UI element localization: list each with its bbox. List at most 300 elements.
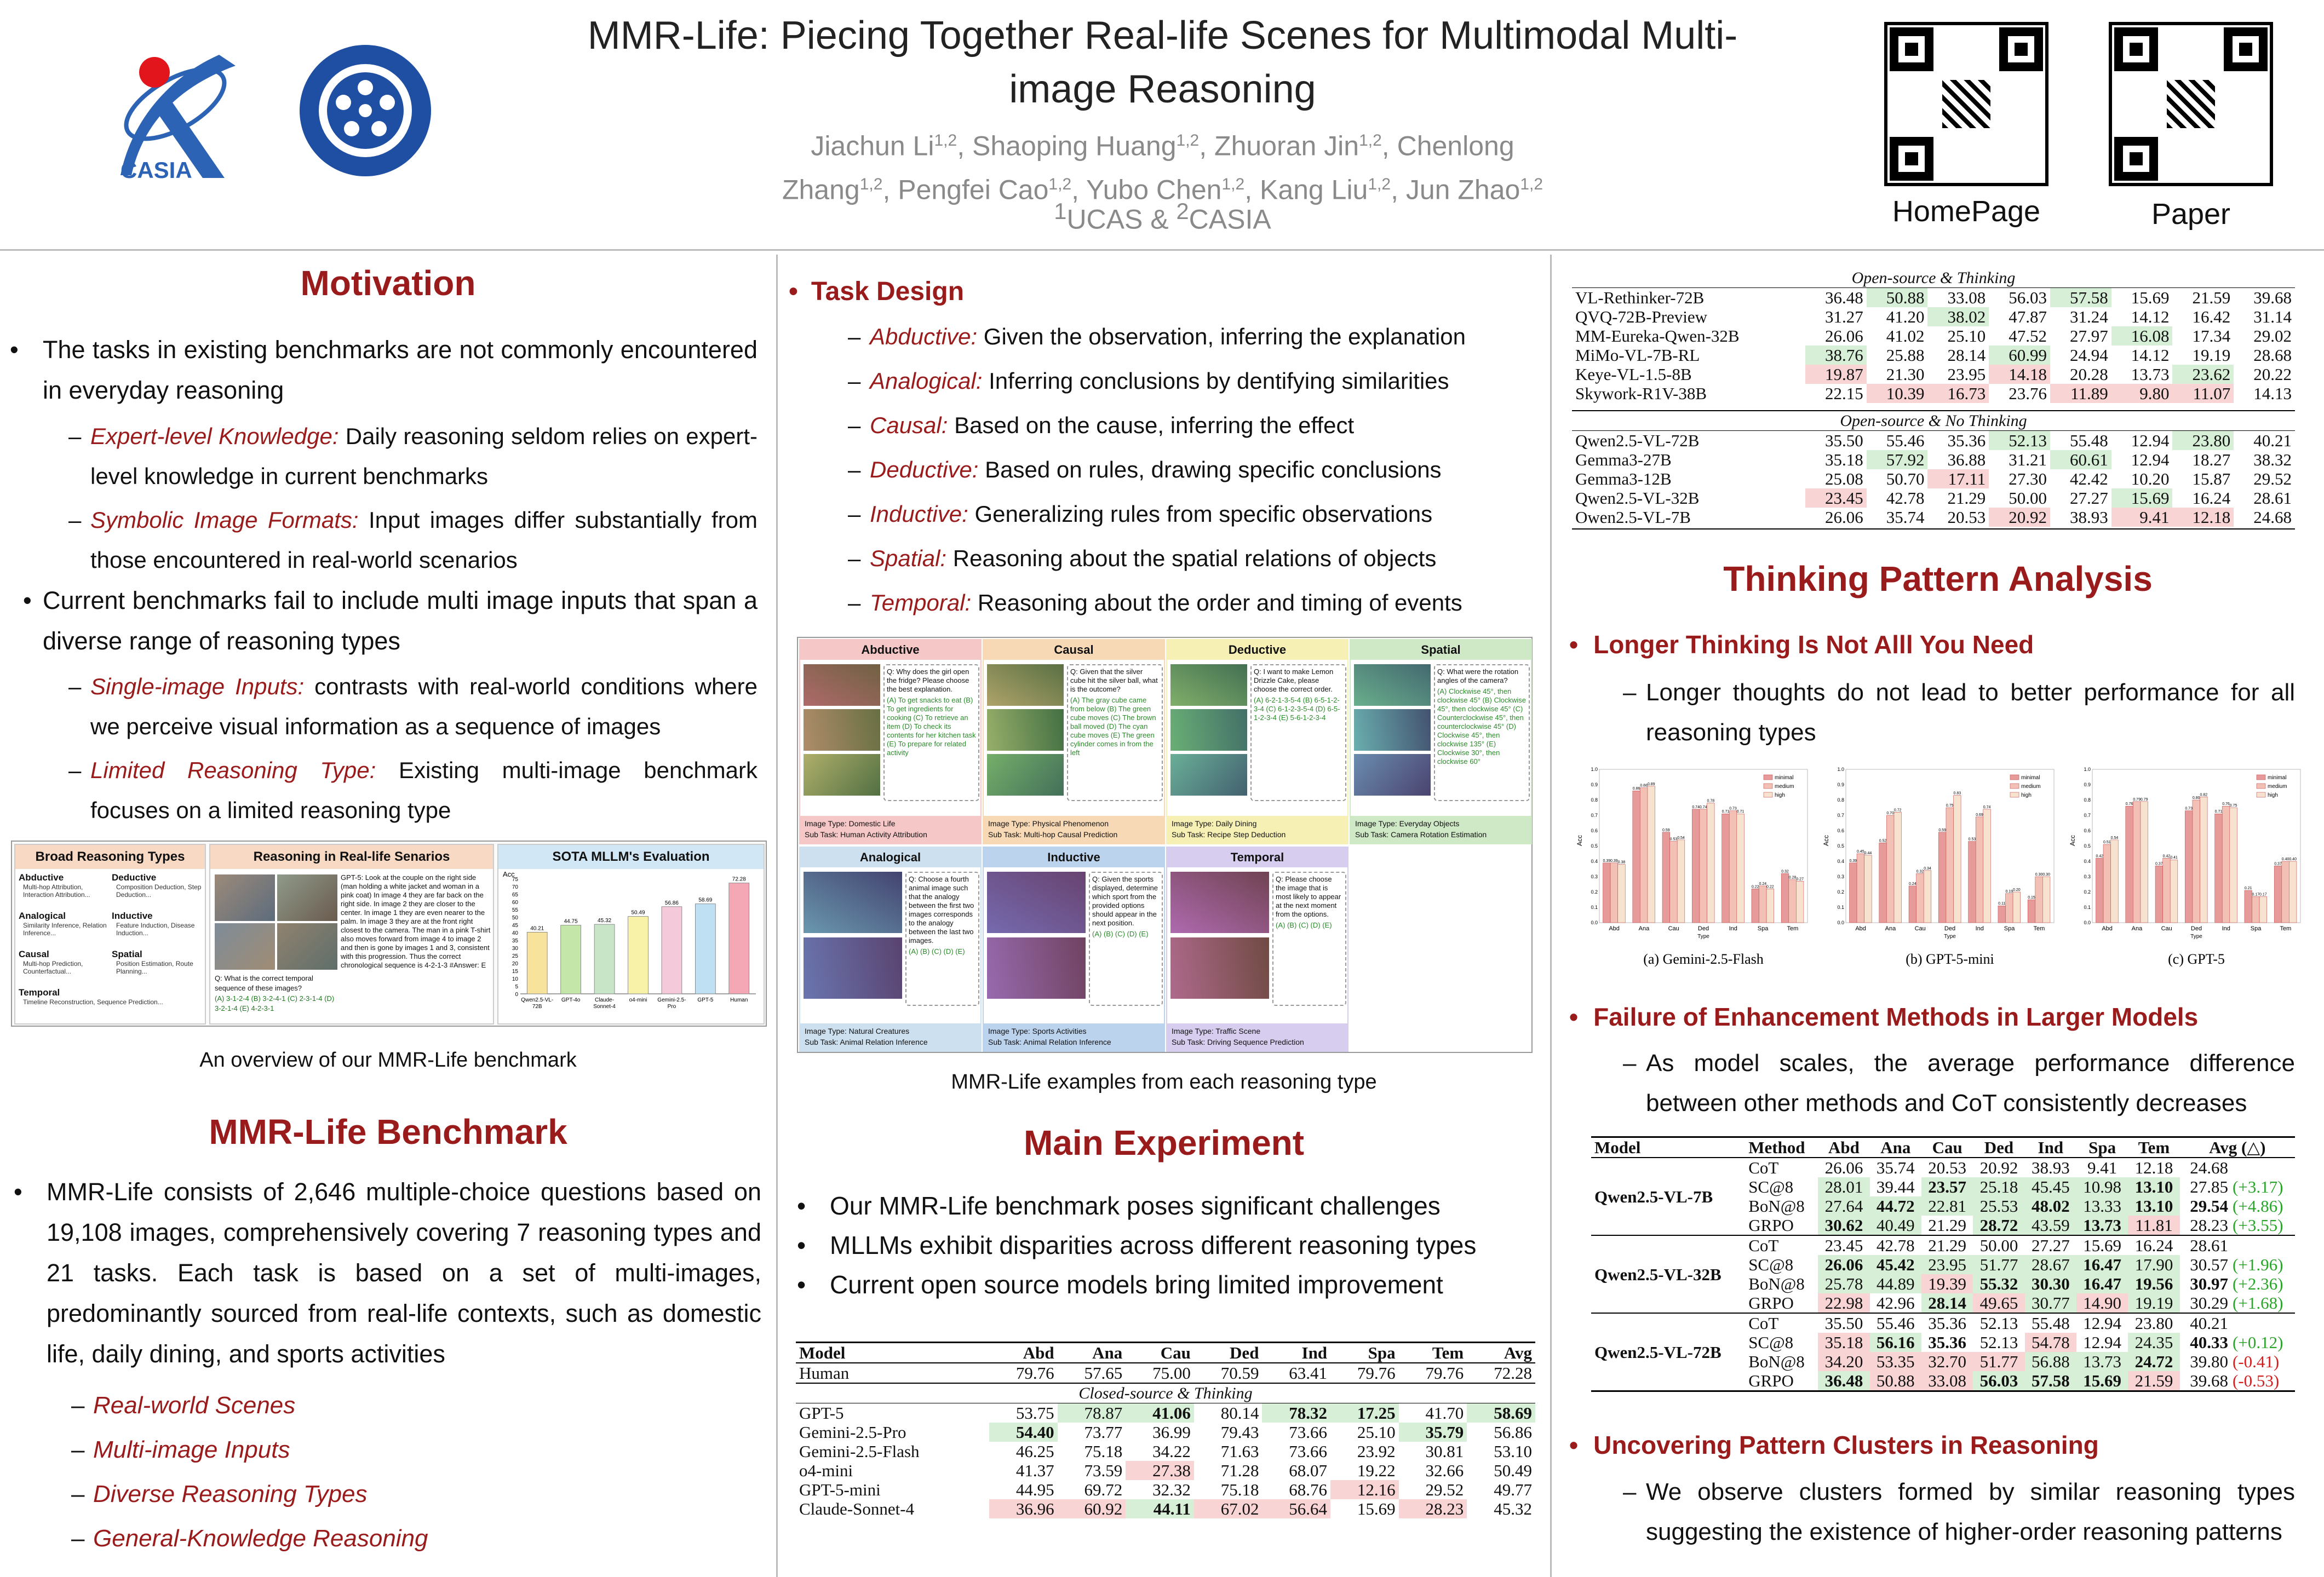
table-cell: 15.69 [2131, 288, 2170, 307]
legend-label: high [2268, 792, 2278, 798]
table-cell: 24.68 [2190, 1158, 2229, 1177]
table-row [796, 1499, 1535, 1518]
table-cell: 10.39 [1867, 384, 1928, 403]
table-cell: 58.69 [1467, 1403, 1535, 1423]
table-cell: 56.03 [1973, 1371, 2024, 1391]
table-cell: 13.73 [2076, 1352, 2128, 1371]
finding-2-text: – As model scales, the average performance difference between other methods and CoT consistently decreases [1623, 1050, 2295, 1116]
example-panel-title: Spatial [1351, 640, 1531, 660]
legend-swatch [2257, 784, 2265, 788]
main-experiment-bullet: • MLLMs exhibit disparities across different reasoning types [797, 1231, 1477, 1259]
enh-model-cell: Qwen2.5-VL-72B [1591, 1313, 1745, 1391]
chart-bar-label: 0.22 [1751, 885, 1759, 889]
task-type-abductive: – Abductive: Given the observation, inferring the explanation [848, 324, 1466, 349]
chart-bar [1640, 788, 1648, 923]
chart-bar-label: 0.74 [1983, 805, 1991, 809]
table-cell: 32.70 [1921, 1352, 1973, 1371]
example-question: Q: I want to make Lemon Drizzle Cake, please choose the correct order. [1254, 667, 1334, 693]
chart-y-tick: 0.3 [1837, 874, 1844, 879]
overview-question: Q: What is the correct temporal sequence of these images? [215, 974, 313, 992]
table-cell: 56.86 [1494, 1423, 1532, 1442]
table-cell: 72.28 [1494, 1363, 1532, 1383]
task-type-inductive: – Inductive: Generalizing rules from specific observations [848, 501, 1433, 527]
table-cell: GRPO [1748, 1293, 1794, 1313]
table-cell: 15.69 [1357, 1499, 1396, 1518]
table-cell: 54.40 [989, 1423, 1058, 1442]
sota-bar-chart [498, 869, 764, 1023]
sota-bar [561, 925, 581, 994]
reasoning-type-desc: Timeline Reconstruction, Sequence Prediction... [23, 998, 163, 1006]
table-cell: 15.69 [2111, 488, 2173, 508]
table-cell: 27.64 [1818, 1196, 1869, 1216]
chart-y-tick: 0.2 [2084, 889, 2091, 895]
table-header-cell: Ind [2025, 1137, 2076, 1158]
chart-bar-label: 0.40 [2289, 857, 2297, 861]
table-cell: (-0.41) [2233, 1352, 2280, 1371]
reasoning-type-name: Spatial [112, 949, 142, 959]
chart-y-tick: 0.9 [1591, 782, 1598, 787]
table-cell: 75.18 [1084, 1442, 1123, 1461]
motivation-sub-1: – Expert-level Knowledge: Daily reasoning seldom relies on expert-level knowledge in current benchmarks [68, 423, 758, 489]
motivation-bullet-1: • The tasks in existing benchmarks are not commonly encountered in everyday reasoning [10, 336, 758, 404]
chart-bar-label: 0.74 [1699, 805, 1707, 809]
table-cell: 30.97 [2190, 1274, 2229, 1293]
table-cell: 38.32 [2253, 450, 2292, 469]
sota-bar-label: 58.69 [698, 897, 713, 903]
chart-bar-label: 0.73 [1729, 807, 1737, 811]
reasoning-type-desc: Feature Induction, Disease Induction... [116, 922, 195, 937]
reasoning-type-desc: Multi-hop Prediction, Counterfactual... [23, 960, 83, 975]
table-cell: 28.23 [2190, 1216, 2229, 1235]
table-cell: (+2.36) [2233, 1274, 2283, 1293]
reasoning-type-temporal [19, 987, 199, 1023]
chart-bar-label: 0.15 [2028, 896, 2035, 900]
table-cell: 20.92 [1979, 1158, 2018, 1177]
sota-bar [729, 883, 749, 994]
table-header-cell: Ind [1262, 1343, 1330, 1363]
reasoning-type-name: Deductive [112, 872, 157, 883]
sota-bar [662, 907, 682, 994]
reasoning-type-name: Inductive [112, 911, 153, 921]
main-experiment-bullet: • Our MMR-Life benchmark poses significant challenges [797, 1192, 1441, 1220]
chart-y-label: Acc [2069, 834, 2076, 846]
table-cell: 45.42 [1870, 1255, 1921, 1274]
table-cell: 55.46 [1870, 1313, 1921, 1333]
sota-bar-label: 44.75 [564, 918, 578, 925]
chart-bar-label: 0.54 [2110, 836, 2119, 840]
example-image [804, 937, 902, 999]
chart-bar [1946, 808, 1954, 923]
chart-bar [2126, 806, 2133, 923]
table-cell: 28.61 [2253, 488, 2292, 508]
sota-bar [628, 917, 649, 994]
chart-bar [1662, 832, 1670, 923]
table-row [796, 1461, 1535, 1480]
chart-bar [2282, 861, 2289, 923]
chart-y-tick: 0.4 [1837, 859, 1844, 864]
table-cell: 55.32 [1973, 1274, 2024, 1293]
reasoning-type-deductive [112, 872, 202, 908]
legend-label: high [1775, 792, 1785, 798]
scene-image-1 [215, 874, 275, 921]
chart-y-tick: 0.6 [1591, 828, 1598, 833]
table-header-cell: Avg [1467, 1343, 1535, 1363]
chart-bar [2096, 858, 2104, 923]
table-cell: 35.18 [1824, 450, 1863, 469]
chart-y-tick: 0.1 [1591, 905, 1598, 910]
chart-bar [1916, 873, 1924, 923]
reasoning-type-desc: Similarity Inference, Relation Inference... [23, 922, 107, 937]
table-cell: 42.42 [2069, 469, 2108, 488]
example-sub-task: Sub Task: Animal Relation Inference [988, 1038, 1111, 1046]
chart-x-tick: Tem [2280, 925, 2292, 932]
table-header-cell: Ded [1973, 1137, 2024, 1158]
table-cell: CoT [1745, 1235, 1818, 1255]
chart-bar-label: 0.70 [1886, 811, 1894, 815]
table-cell: 25.08 [1824, 469, 1863, 488]
table-cell: 45.32 [1494, 1499, 1532, 1518]
sota-x-tick: Human [730, 997, 748, 1003]
chart-bar-label: 0.32 [1781, 870, 1789, 874]
benchmark-description: • MMR-Life consists of 2,646 multiple-choice questions based on 19,108 images, comprehensively covering 7 reasoning types and 21 tasks. Each task is based on a set of multi-images, predominantly sourced from real-life contexts, such as domestic life, daily dining, and sports activities [14, 1178, 761, 1368]
table-row [1572, 326, 2295, 346]
table-cell: 57.58 [2050, 288, 2111, 308]
table-cell: 69.72 [1084, 1480, 1123, 1499]
enh-model-cell: Qwen2.5-VL-32B [1591, 1235, 1745, 1313]
table-header-cell: Ana [1870, 1137, 1921, 1158]
example-options: (A) (B) (C) (D) (E) [1092, 930, 1149, 938]
table-cell: 46.25 [1015, 1442, 1054, 1461]
table-cell: Claude-Sonnet-4 [799, 1499, 915, 1518]
example-image [987, 872, 1086, 933]
examples-figure [797, 637, 1533, 1053]
sota-bar-label: 50.49 [631, 910, 645, 916]
sota-eval-panel [497, 844, 765, 1025]
chart-bar-label: 0.79 [2133, 797, 2141, 802]
homepage-label: HomePage [1892, 195, 2041, 228]
chart-bar-label: 0.83 [1953, 791, 1961, 796]
table-cell: 60.92 [1058, 1499, 1126, 1518]
table-cell: (+1.68) [2233, 1293, 2283, 1313]
paper-qr-code[interactable] [2109, 22, 2273, 186]
table-cell: 79.76 [1425, 1363, 1464, 1383]
chart-bar [1976, 817, 1983, 923]
table-cell: 52.13 [1979, 1333, 2018, 1352]
table-cell: 24.94 [2069, 346, 2108, 365]
chart-bar-label: 0.37 [2155, 862, 2163, 866]
example-panel-title: Deductive [1167, 640, 1347, 660]
example-image-type: Image Type: Physical Phenomenon [988, 819, 1109, 828]
sota-y-tick: 40 [512, 930, 518, 936]
chart-bar [1864, 855, 1872, 923]
chart-bar-label: 0.52 [1879, 839, 1887, 843]
table-cell: 50.70 [1886, 469, 1925, 488]
table-cell: 49.77 [1494, 1480, 1532, 1499]
table-cell: 36.48 [1818, 1371, 1869, 1391]
table-cell: 28.01 [1818, 1177, 1869, 1196]
example-question-box [1089, 872, 1163, 1006]
table-cell: 40.33 [2190, 1333, 2229, 1352]
table-header-cell: Model [1591, 1137, 1745, 1158]
finding-1-heading: • Longer Thinking Is Not Alll You Need [1569, 630, 2034, 659]
table-cell: 40.49 [1870, 1216, 1921, 1235]
table-cell: 20.53 [1947, 508, 1986, 527]
chart-bar-label: 0.82 [2200, 793, 2208, 797]
table-cell: 19.39 [1921, 1274, 1973, 1293]
table-cell: 31.24 [2069, 307, 2108, 326]
sota-x-tick: Claude-Sonnet-4 [593, 997, 616, 1010]
table-cell: 42.96 [1876, 1293, 1915, 1313]
table-cell: 57.58 [2025, 1371, 2076, 1391]
sota-bar-label: 56.86 [664, 900, 679, 906]
table-cell: 31.14 [2253, 307, 2292, 326]
table-cell: 53.35 [1870, 1352, 1921, 1371]
table-cell: 23.57 [1921, 1177, 1973, 1196]
main-experiment-title: Main Experiment [1023, 1123, 1305, 1162]
chart-bar [2274, 866, 2282, 923]
table-cell: 15.69 [2076, 1371, 2128, 1391]
table-cell: 56.16 [1870, 1333, 1921, 1352]
table-cell: 40.21 [2180, 1313, 2231, 1333]
example-options: (A) Clockwise 45°, then clockwise 45° (B) Clockwise 45°, then clockwise 45° (C) Counterclockwise 45°, then counterclockwise 45° (D) Clockwise 45°, then clockwise 135° (E) Clockwise 30°, then clockwise 60° [1437, 687, 1526, 766]
chart-bar [1633, 791, 1640, 923]
example-image [804, 754, 880, 796]
chart-y-tick: 0.6 [1837, 828, 1844, 833]
chart-x-tick: Spa [2250, 925, 2262, 932]
table-cell: 12.94 [2131, 431, 2170, 450]
table-cell: Owen2.5-VL-7B [1575, 508, 1691, 527]
chart-bar [2103, 844, 2111, 923]
example-image [1354, 664, 1431, 706]
table-cell: 24.72 [2128, 1352, 2179, 1371]
table-cell: 14.18 [1989, 365, 2050, 384]
sota-y-tick: 15 [512, 969, 518, 975]
table-cell: 53.75 [1015, 1403, 1054, 1423]
table-cell: Human [799, 1363, 850, 1383]
example-footer [1351, 816, 1531, 843]
sota-y-tick: 70 [512, 884, 518, 890]
chart-bar [1759, 886, 1767, 923]
table-cell: 35.74 [1886, 508, 1925, 527]
sota-bar-label: 45.32 [598, 918, 612, 924]
thinking-analysis-title: Thinking Pattern Analysis [1723, 559, 2153, 598]
table-cell: 24.35 [2128, 1333, 2179, 1352]
sota-x-tick: o4-mini [629, 997, 647, 1003]
paper-label: Paper [2151, 198, 2231, 231]
chart-y-label: Acc [1576, 834, 1583, 846]
table-cell: 35.36 [1928, 1333, 1967, 1352]
author-list [728, 122, 1597, 209]
chart-bar-label: 0.78 [1707, 799, 1715, 803]
table-cell: 14.13 [2253, 384, 2292, 403]
homepage-qr-code[interactable] [1884, 22, 2048, 186]
example-image [987, 664, 1064, 706]
sota-y-axis-label: Acc [503, 870, 515, 878]
table-row [1572, 488, 2295, 508]
table-cell [2231, 1235, 2295, 1255]
legend-label: minimal [1775, 775, 1794, 781]
table-cell: 35.36 [1921, 1313, 1973, 1333]
table-cell: GRPO [1748, 1216, 1794, 1235]
table-cell: 19.19 [2128, 1293, 2179, 1313]
legend-swatch [2257, 792, 2265, 797]
table-cell: 42.78 [1886, 488, 1925, 508]
chart-bar [1610, 863, 1618, 923]
table-cell: 41.70 [1425, 1403, 1464, 1423]
table-cell: 23.92 [1357, 1442, 1396, 1461]
table-cell: 39.80 [2190, 1352, 2229, 1371]
table-row [796, 1442, 1535, 1461]
table-cell: 38.93 [2031, 1158, 2070, 1177]
table-cell: 27.38 [1126, 1461, 1194, 1480]
sota-y-tick: 60 [512, 900, 518, 906]
chart-bar-label: 0.39 [1849, 859, 1857, 863]
chart-y-tick: 0.7 [1837, 813, 1844, 818]
table-cell: 44.89 [1870, 1274, 1921, 1293]
table-cell: (+1.96) [2233, 1255, 2283, 1274]
sota-x-tick: Gemini-2.5-Pro [657, 997, 686, 1010]
sota-y-tick: 10 [512, 976, 518, 982]
overview-figure [11, 841, 767, 1027]
table-cell: 14.12 [2131, 307, 2170, 326]
table-header-cell: Abd [1818, 1137, 1869, 1158]
table-cell: 79.43 [1220, 1423, 1259, 1442]
table-header-cell: Spa [1330, 1343, 1399, 1363]
chart-bar-label: 0.38 [1617, 860, 1626, 865]
table-cell: 28.61 [2180, 1235, 2231, 1255]
example-image [987, 937, 1086, 999]
finding-1-text: – Longer thoughts do not lead to better performance for all reasoning types [1623, 679, 2295, 746]
example-image [987, 754, 1064, 796]
example-image [804, 872, 902, 933]
chart-x-tick: Ana [1638, 925, 1650, 932]
chart-y-tick: 0.9 [1837, 782, 1844, 787]
chart-bar-label: 0.72 [1893, 808, 1902, 813]
chart-bar-label: 0.73 [2185, 807, 2193, 811]
chart-bar-label: 0.75 [2229, 804, 2237, 808]
reasoning-type-causal [19, 949, 109, 985]
sota-y-tick: 30 [512, 946, 518, 952]
chart-x-tick: Abd [2102, 925, 2113, 932]
chart-x-tick: Cau [2161, 925, 2172, 932]
chart-bar-label: 0.27 [1796, 877, 1804, 882]
enh-model-cell: Qwen2.5-VL-7B [1594, 1187, 1713, 1206]
table-cell: 21.29 [1928, 1216, 1967, 1235]
chart-y-tick: 0.8 [1837, 797, 1844, 803]
table-cell: (+3.55) [2233, 1216, 2283, 1235]
chart-bar-label: 0.28 [1788, 876, 1797, 880]
table-cell: Gemini-2.5-Flash [799, 1442, 920, 1461]
example-image-type: Image Type: Traffic Scene [1172, 1027, 1261, 1035]
chart-bar-label: 0.32 [1916, 870, 1924, 874]
sota-x-tick: GPT-5 [697, 997, 714, 1003]
chart-bar-label: 0.69 [1976, 813, 1983, 817]
sota-bar [695, 904, 715, 994]
table-cell: Keye-VL-1.5-8B [1575, 365, 1692, 384]
chart-bar [2141, 802, 2148, 923]
example-question-box [883, 664, 979, 801]
table-cell: 41.20 [1886, 307, 1925, 326]
chart-y-tick: 0.4 [1591, 859, 1598, 864]
table-cell: 57.65 [1084, 1363, 1123, 1383]
table-cell: 44.95 [1015, 1480, 1054, 1499]
example-question-box [1272, 872, 1346, 1006]
table-cell: 12.94 [2131, 450, 2170, 469]
table-header-row [796, 1343, 1535, 1363]
benchmark-feature: – Diverse Reasoning Types [71, 1481, 368, 1507]
column-divider [776, 255, 778, 1577]
table-cell: 50.00 [2009, 488, 2047, 508]
chart-bar [1603, 863, 1611, 923]
scene-image-2 [277, 874, 337, 921]
table-cell: 28.67 [2025, 1255, 2076, 1274]
table-row [1572, 384, 2295, 403]
motivation-title: Motivation [300, 263, 476, 303]
table-header-cell: Tem [2128, 1137, 2179, 1158]
table-cell: SC@8 [1748, 1255, 1794, 1274]
table-cell: 36.48 [1824, 288, 1863, 307]
example-sub-task: Sub Task: Recipe Step Deduction [1172, 830, 1286, 839]
example-image-type: Image Type: Daily Dining [1172, 819, 1257, 828]
example-question: Q: Please choose the image that is most likely to appear at the next moment from the options. [1276, 875, 1341, 918]
chart-bar [1894, 812, 1902, 923]
table-cell [2231, 1158, 2295, 1177]
task-type-causal: – Causal: Based on the cause, inferring the effect [848, 412, 1355, 438]
example-options: (A) To get snacks to eat (B) To get ingredients for cooking (C) To retrieve an item (D) To check its contents for her kitchen task (E) To prepare for related activity [887, 696, 976, 757]
table-header-cell: Spa [2076, 1137, 2128, 1158]
example-footer [1167, 1023, 1347, 1051]
table-cell: 28.23 [1399, 1499, 1467, 1518]
table-cell: 17.11 [1927, 469, 1989, 488]
legend-label: medium [1775, 784, 1794, 790]
reasoning-type-name: Causal [19, 949, 49, 959]
motivation-sub-2: – Symbolic Image Formats: Input images differ substantially from those encountered in real-world scenarios [68, 507, 758, 573]
chart-x-tick: Ded [2190, 925, 2202, 932]
chart-bar [2259, 896, 2267, 923]
chart-bar-label: 0.88 [1640, 784, 1648, 788]
chart-bar-label: 0.24 [1909, 882, 1916, 886]
table-cell: 22.81 [1921, 1196, 1973, 1216]
table-cell: 26.06 [1824, 1158, 1863, 1177]
example-image [987, 709, 1064, 751]
table-header-cell: Tem [1399, 1343, 1467, 1363]
table-cell: 20.22 [2253, 365, 2292, 384]
table-cell: 56.64 [1262, 1499, 1330, 1518]
example-panel-temporal [1166, 847, 1349, 1052]
thinking-chart-2 [1824, 764, 2059, 966]
example-image [1170, 754, 1247, 796]
table-cell: 54.78 [2025, 1333, 2076, 1352]
chart-bar [1692, 809, 1700, 923]
example-options: (A) The gray cube came from below (B) The green cube moves (C) The brown ball moved (D) The cyan cube moves (E) The green cylinder comes in from the left [1070, 696, 1156, 757]
chart-bar-label: 0.42 [2096, 854, 2104, 859]
open-source-table-wrap [1572, 268, 2295, 529]
table-cell: (+0.12) [2233, 1333, 2283, 1352]
example-image-type: Image Type: Everyday Objects [1355, 819, 1460, 828]
table-cell: CoT [1745, 1313, 1818, 1333]
table-cell: 29.54 [2190, 1196, 2229, 1216]
chart-bar [2006, 894, 2013, 923]
table-cell: 73.66 [1289, 1423, 1328, 1442]
chart-bar [1938, 832, 1946, 923]
legend-label: medium [2268, 784, 2287, 790]
table-cell: 27.30 [2009, 469, 2047, 488]
chart-bar-label: 0.22 [1766, 885, 1774, 889]
chart-bar [2222, 806, 2230, 923]
sota-y-tick: 20 [512, 961, 518, 967]
table-row [796, 1423, 1535, 1442]
chart-bar-label: 0.39 [1603, 859, 1611, 863]
